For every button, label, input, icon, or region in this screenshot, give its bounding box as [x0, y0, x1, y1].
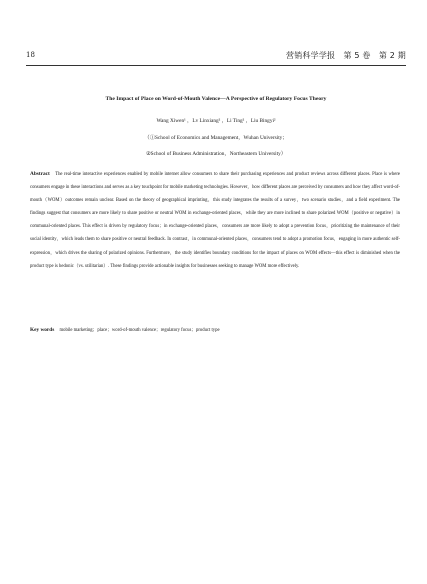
keywords-label: Key words [30, 327, 55, 333]
affiliation-1: （①School of Economics and Management，Wuhan University； [144, 135, 288, 141]
journal-info: 营销科学学报 第 5 卷 第 2 期 [286, 51, 406, 60]
running-header [26, 51, 406, 66]
abstract-text: The real-time interactive experiences enabled by mobile internet allow consumers to share their purchasing experiences and product reviews across different places. Place is where consumers engage in these interactions and serves as a key touchpoint for mobile marketing technologies. However，how different places are perceived by consumers and how they affect word-of-mouth（WOM）outcomes remain unclear. Based on the theory of geographical imprinting，this study integrates the results of a survey，two scenario studies，and a field experiment. The findings suggest that consumers are more likely to share positive or neutral WOM in exchange-oriented places，while they are more inclined to share polarized WOM（positive or negative）in communal-oriented places. This effect is driven by regulatory focus；in exchange-oriented places，consumers are more likely to adopt a prevention focus，prioritizing the maintenance of their social identity，which leads them to share positive or neutral feedback. In contrast，in communal-oriented places，consumers tend to adopt a promotion focus，engaging in more authentic self-expression，which drives the sharing of polarized opinions. Furthermore，the study identifies boundary conditions for the impact of places on WOM effects—this effect is diminished when the product type is hedonic（vs. utilitarian）. These findings provide actionable insights for businesses seeking to manage WOM more effectively. [30, 172, 400, 269]
keywords [30, 327, 400, 333]
author-list: Wang Xiwen¹ ，Lv Linxiang² ，Li Ting² ，Liu Bingyi² [156, 118, 276, 124]
keywords-text: mobile marketing；place；word-of-mouth valence；regulatory focus；product type [59, 328, 220, 333]
affiliation-2: ②School of Business Administration，Northeastern University） [145, 151, 287, 157]
abstract [30, 168, 400, 273]
paper-title: The Impact of Place on Word-of-Mouth Valence—A Perspective of Regulatory Focus Theory [105, 96, 327, 102]
page-number: 18 [26, 51, 35, 59]
abstract-label: Abstract [30, 171, 50, 177]
